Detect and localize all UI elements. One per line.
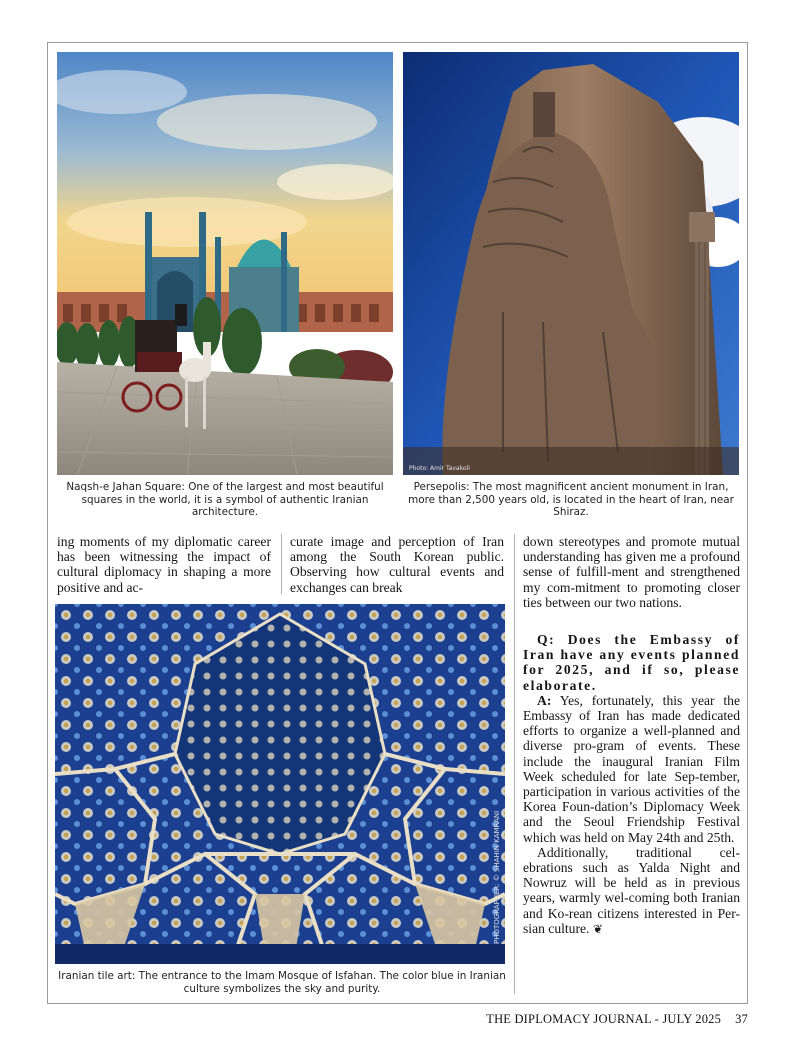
- end-mark-icon: ❦: [592, 921, 603, 936]
- persepolis-illustration: [403, 52, 739, 475]
- photo-iranian-tile-art: [55, 604, 505, 964]
- caption-tile-art: Iranian tile art: The entrance to the Imam Mosque of Isfahan. The color blue in Iranian culture symbolizes the sky and purity.: [58, 970, 506, 995]
- interview-question: Q: Does the Embassy of Iran have any events planned for 2025, and if so, please elaborate.: [523, 632, 740, 693]
- column-divider-2: [514, 534, 515, 994]
- square-illustration: [57, 52, 393, 475]
- answer-lead: A:: [537, 692, 552, 708]
- article-col1-top: [57, 534, 271, 595]
- answer-text-1: Yes, fortunately, this year the Embassy of Iran has made dedicated efforts to organize a well-planned and diverse pro-gram of events. These include the inaugural Iranian Film Week scheduled for late Sep-tember, participation in various activities of the Korea Foun-dation’s Diplomacy Week and the Seoul Friendship Festival which was held on May 24th and 25th.: [523, 692, 740, 845]
- photo-naqsh-e-jahan-square: [57, 52, 393, 475]
- publication-name: THE DIPLOMACY JOURNAL - JULY 2025: [486, 1012, 722, 1026]
- question-block: [523, 632, 740, 693]
- answer-paragraph-2: [523, 845, 740, 937]
- article-col3: [523, 534, 740, 937]
- persepolis-credit: Photo: Amir Tavakoli: [409, 465, 470, 472]
- col3-paragraph-1: down stereotypes and promote mutual understanding has given me a profound sense of fulfill-ment and strengthened my com-mitment to promoting closer ties between our two nations.: [523, 534, 740, 610]
- page-number: 37: [735, 1012, 748, 1026]
- page-footer: [486, 1012, 748, 1027]
- tiles-credit: PHOTOGRAPHER: © SHAHIN KAMRANI: [493, 810, 501, 944]
- photo-persepolis: [403, 52, 739, 475]
- answer-paragraph-1: [523, 693, 740, 845]
- caption-persepolis: Persepolis: The most magnificent ancient monument in Iran, more than 2,500 years old, is located in the heart of Iran, near Shiraz.: [408, 481, 734, 519]
- article-col2-top: [290, 534, 504, 595]
- caption-naqsh-e-jahan: Naqsh-e Jahan Square: One of the largest and most beautiful squares in the world, it is a symbol of authentic Iranian architecture.: [66, 481, 384, 519]
- column-divider-1: [281, 534, 282, 594]
- col2-paragraph: curate image and perception of Iran among the South Korean public. Observing how cultural events and exchanges can break: [290, 534, 504, 595]
- col1-paragraph: ing moments of my diplomatic career has been witnessing the impact of cultural diplomacy in shaping a more positive and ac-: [57, 534, 271, 595]
- tiles-illustration: [55, 604, 505, 964]
- answer-text-2: Additionally, traditional cel-ebrations such as Yalda Night and Nowruz will be held as in previous years, warmly wel-coming both Iranian and Ko-rean citizens interested in Per-sian culture.: [523, 844, 740, 936]
